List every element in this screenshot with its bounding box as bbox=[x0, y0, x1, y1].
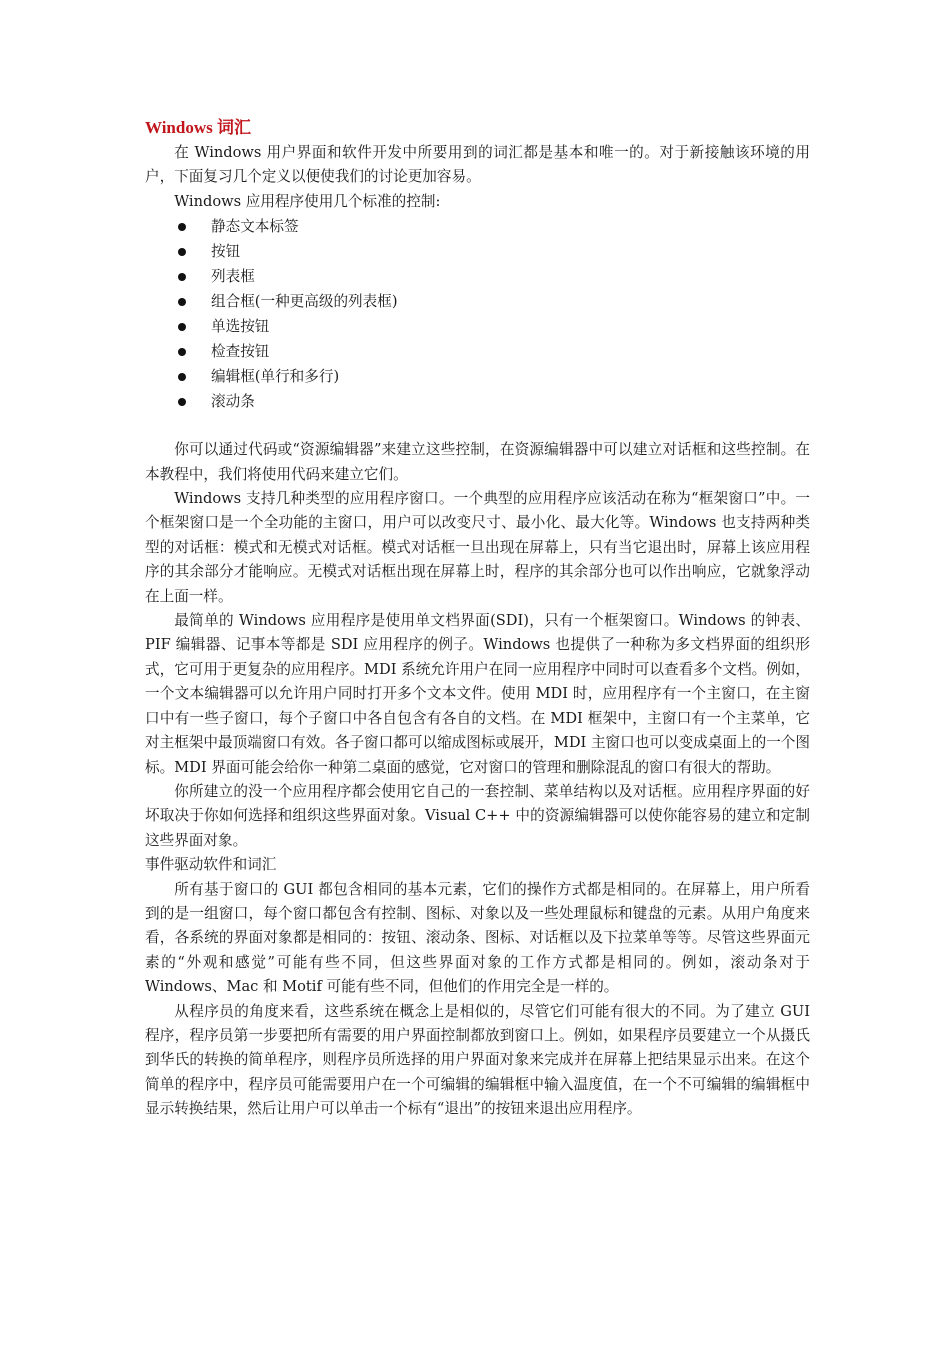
list-item-text: 列表框 bbox=[211, 268, 255, 286]
section-subheading: 事件驱动软件和词汇 bbox=[145, 856, 277, 874]
bullet-icon bbox=[178, 273, 186, 281]
list-item-text: 编辑框(单行和多行) bbox=[211, 368, 340, 386]
spacer bbox=[145, 414, 810, 438]
document-page bbox=[145, 115, 810, 1122]
bullet-icon bbox=[178, 323, 186, 331]
list-item-text: 检查按钮 bbox=[211, 343, 270, 361]
bullet-icon bbox=[178, 298, 186, 306]
list-item-text: 滚动条 bbox=[211, 393, 255, 411]
list-item bbox=[145, 339, 810, 364]
list-item-text: 组合框(一种更高级的列表框) bbox=[211, 293, 398, 311]
intro-paragraph: 在 Windows 用户界面和软件开发中所要用到的词汇都是基本和唯一的。对于新接触该环境的用户，下面复习几个定义以便使我们的讨论更加容易。 bbox=[145, 144, 810, 186]
list-item bbox=[145, 314, 810, 339]
body-paragraph: 从程序员的角度来看，这些系统在概念上是相似的，尽管它们可能有很大的不同。为了建立 GUI 程序，程序员第一步要把所有需要的用户界面控制都放到窗口上。例如，如果程序员要建立一个从摄氏到华氏的转换的简单程序，则程序员所选择的用户界面对象来完成并在屏幕上把结果显示出来。在这个简单的程序中，程序员可能需要用户在一个可编辑的编辑框中输入温度值，在一个不可编辑的编辑框中显示转换结果，然后让用户可以单击一个标有“退出”的按钮来退出应用程序。 bbox=[145, 1002, 810, 1118]
list-item bbox=[145, 389, 810, 414]
list-item bbox=[145, 264, 810, 289]
body-paragraph: Windows 支持几种类型的应用程序窗口。一个典型的应用程序应该活动在称为“框架窗口”中。一个框架窗口是一个全功能的主窗口，用户可以改变尺寸、最小化、最大化等。Windows 也支持两种类型的对话框：模式和无模式对话框。模式对话框一旦出现在屏幕上，只有当它退出时，屏幕上该应用程序的其余部分才能响应。无模式对话框出现在屏幕上时，程序的其余部分也可以作出响应，它就象浮动在上面一样。 bbox=[145, 490, 810, 605]
list-item bbox=[145, 289, 810, 314]
bullet-icon bbox=[178, 373, 186, 381]
list-item-text: 单选按钮 bbox=[211, 318, 270, 336]
body-paragraph: 最简单的 Windows 应用程序是使用单文档界面(SDI)，只有一个框架窗口。Windows 的钟表、PIF 编辑器、记事本等都是 SDI 应用程序的例子。Windows 也提供了一种称为多文档界面的组织形式，它可用于更复杂的应用程序。MDI 系统允许用户在同一应用程序中同时可以查看多个文档。例如，一个文本编辑器可以允许用户同时打开多个文本文件。使用 MDI 时，应用程序有一个主窗口，在主窗口中有一些子窗口，每个子窗口中各自包含有各自的文档。在 MDI 框架中，主窗口有一个主菜单，它对主框架中最顶端窗口有效。各子窗口都可以缩成图标或展开，MDI 主窗口也可以变成桌面上的一个图标。MDI 界面可能会给你一种第二桌面的感觉，它对窗口的管理和删除混乱的窗口有很大的帮助。 bbox=[145, 612, 810, 776]
list-item-text: 静态文本标签 bbox=[211, 218, 299, 236]
controls-lead: Windows 应用程序使用几个标准的控制: bbox=[174, 192, 441, 210]
list-item-text: 按钮 bbox=[211, 243, 241, 261]
bullet-icon bbox=[178, 223, 186, 231]
list-item bbox=[145, 239, 810, 264]
bullet-icon bbox=[178, 398, 186, 406]
body-paragraph: 你所建立的没一个应用程序都会使用它自己的一套控制、菜单结构以及对话框。应用程序界面的好坏取决于你如何选择和组织这些界面对象。Visual C++ 中的资源编辑器可以使你能容易的建立和定制这些界面对象。 bbox=[145, 782, 810, 849]
bullet-icon bbox=[178, 248, 186, 256]
list-item bbox=[145, 214, 810, 239]
body-paragraph: 你可以通过代码或“资源编辑器”来建立这些控制，在资源编辑器中可以建立对话框和这些控制。在本教程中，我们将使用代码来建立它们。 bbox=[145, 441, 810, 483]
controls-list bbox=[145, 214, 810, 414]
list-item bbox=[145, 364, 810, 389]
body-paragraph: 所有基于窗口的 GUI 都包含相同的基本元素，它们的操作方式都是相同的。在屏幕上，用户所看到的是一组窗口，每个窗口都包含有控制、图标、对象以及一些处理鼠标和键盘的元素。从用户角度来看，各系统的界面对象都是相同的：按钮、滚动条、图标、对话框以及下拉菜单等等。尽管这些界面元素的“外观和感觉”可能有些不同，但这些界面对象的工作方式都是相同的。例如，滚动条对于 Windows、Mac 和 Motif 可能有些不同，但他们的作用完全是一样的。 bbox=[145, 880, 810, 996]
bullet-icon bbox=[178, 348, 186, 356]
document-title: Windows 词汇 bbox=[145, 118, 251, 137]
